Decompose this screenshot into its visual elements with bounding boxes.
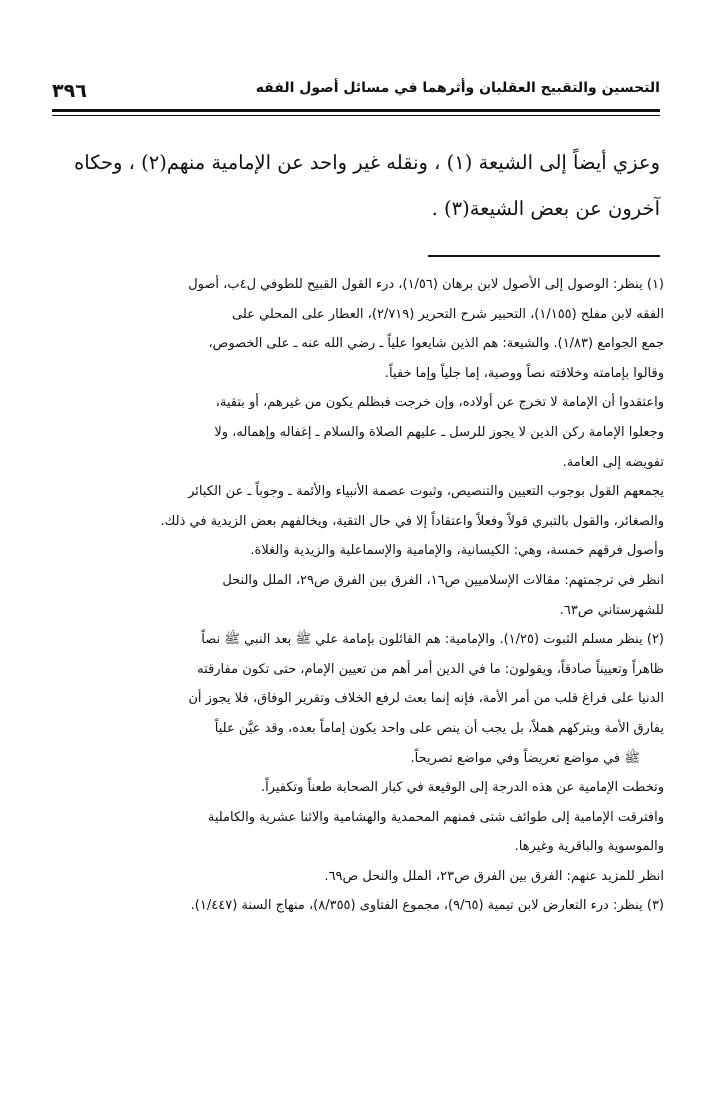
footnote-line: ﷺ في مواضع تعريضاً وفي مواضع تصريحاً.: [410, 750, 640, 766]
footnote-separator: [428, 255, 660, 257]
footnote-line: الفقه لابن مفلح (١/١٥٥)، التحبير شرح التحرير (٢/٧١٩)، العطار على المحلي على: [231, 306, 664, 322]
footnote-line: وافترقت الإمامية إلى طوائف شتى فمنهم المحمدية والهشامية والاثنا عشرية والكاملية: [207, 809, 664, 825]
footnote-line: يجمعهم القول بوجوب التعيين والتنصيص، وثبوت عصمة الأنبياء والأئمة ـ وجوباً ـ عن الكبائر: [188, 484, 664, 500]
page-number: ٣٩٦: [52, 80, 87, 102]
footnotes: [48, 270, 664, 921]
body-line: وعزي أيضاً إلى الشيعة (١) ، ونقله غير واحد عن الإمامية منهم(٢) ، وحكاه: [74, 151, 660, 174]
page-header: [52, 72, 660, 102]
footnote-line: واعتقدوا أن الإمامة لا تخرج عن أولاده، وإن خرجت فبظلم يكون من غيرهم، أو بتقية،: [215, 395, 664, 411]
header-rule-thick: [52, 109, 660, 112]
running-title: التحسين والتقبيح العقليان وأثرهما في مسائل أصول الفقه: [255, 80, 660, 96]
footnote-line: للشهرستاني ص٦٣.: [559, 602, 664, 618]
footnote-line: والصغائر، والقول بالتبري قولاً وفعلاً واعتقاداً إلا في حال التقية، ويخالفهم بعض الزيدية في ذلك.: [160, 513, 664, 529]
footnote-line: (٣) ينظر: درء التعارض لابن تيمية (٩/٦٥)، مجموع الفتاوى (٨/٣٥٥)، منهاج السنة (١/٤٤٧).: [190, 898, 664, 914]
footnote-line: والموسوية والباقرية وغيرها.: [514, 839, 664, 855]
footnote-line: وأصول فرقهم خمسة، وهي: الكيسانية، والإمامية والإسماعلية والزيدية والغلاة.: [250, 543, 664, 559]
footnote-line: وتخطت الإمامية عن هذه الدرجة إلى الوقيعة في كبار الصحابة طعناً وتكفيراً.: [260, 780, 664, 796]
footnote-line: وقالوا بإمامته وخلافته نصاً ووصية، إما جلياً وإما خفياً.: [384, 365, 664, 381]
footnote-line: (١) ينظر: الوصول إلى الأصول لابن برهان (١/٥٦)، درء القول القبيح للطوفي ل٤ب، أصول: [188, 277, 664, 292]
footnote-line: تفويضه إلى العامة.: [562, 454, 664, 470]
body-line: آخرون عن بعض الشيعة(٣) .: [431, 197, 660, 220]
footnote-line: ظاهراً وتعييناً صادقاً، ويقولون: ما في الدين أمر أهم من تعيين الإمام، حتى تكون مفارقته: [197, 661, 664, 677]
footnote-line: انظر للمزيد عنهم: الفرق بين الفرق ص٢٣، الملل والنحل ص٦٩.: [324, 868, 664, 884]
footnote-line: يفارق الأمة ويتركهم هملاً، بل يجب أن ينص على واحد يكون إماماً بعده، وقد عيَّن علياً: [214, 720, 664, 736]
footnote-line: جمع الجوامع (١/٨٣). والشيعة: هم الذين شايعوا علياً ـ رضي الله عنه ـ على الخصوص،: [208, 336, 664, 352]
header-rule-thin: [52, 115, 660, 116]
footnote-line: انظر في ترجمتهم: مقالات الإسلاميين ص١٦، الفرق بين الفرق ص٢٩، الملل والنحل: [222, 572, 664, 588]
footnote-line: الدنيا على فراغ قلب من أمر الأمة، فإنه إنما بعث لرفع الخلاف وتقرير الوفاق، فلا يجوز أن: [188, 691, 664, 707]
main-body-text: [52, 140, 660, 232]
footnote-line: (٢) ينظر مسلم الثبوت (١/٢٥). والإمامية: هم القائلون بإمامة علي ﷺ بعد النبي ﷺ نصاً: [201, 632, 664, 648]
footnote-line: وجعلوا الإمامة ركن الدين لا يجوز للرسل ـ عليهم الصلاة والسلام ـ إغفاله وإهماله، ولا: [214, 424, 664, 440]
